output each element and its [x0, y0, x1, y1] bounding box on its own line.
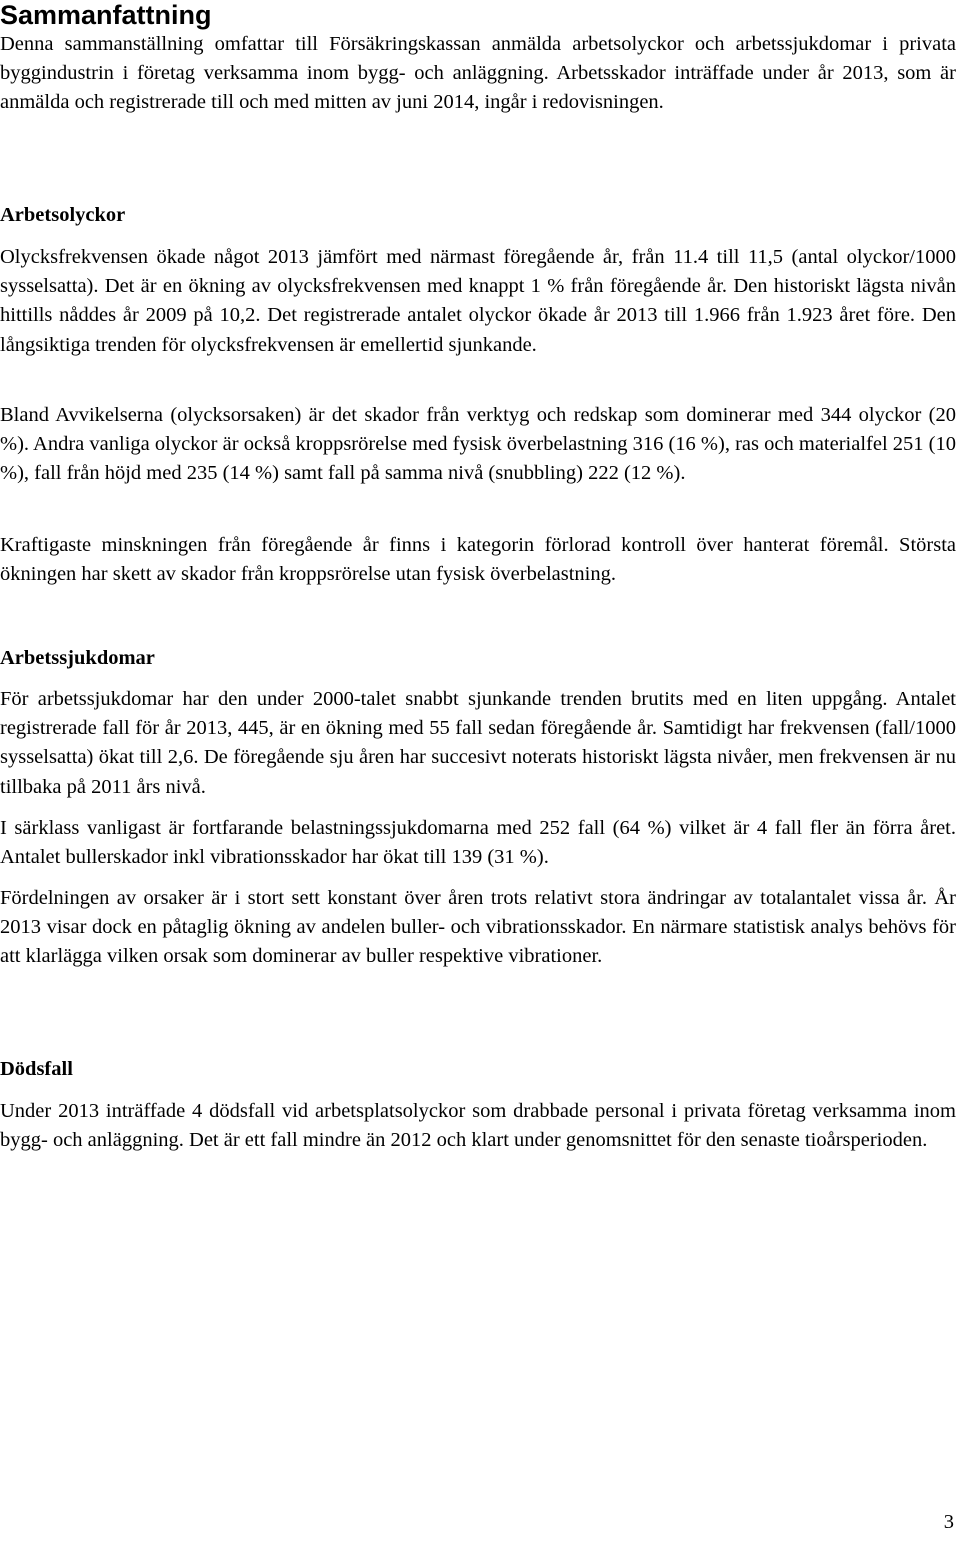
intro-paragraph: Denna sammanställning omfattar till Försäkringskassan anmälda arbetsolyckor och arbetssjukdomar i privata byggindustrin i företag verksamma inom bygg- och anläggning. Arbetsskador inträffade under år 2013, som är anmälda och registrerade till och med mitten av juni 2014, ingår i redovisningen.	[0, 33, 956, 114]
arbetssjukdomar-paragraph-3: Fördelningen av orsaker är i stort sett konstant över åren trots relativt stora ändringar av totalantalet vissa år. År 2013 visar dock en påtaglig ökning av andelen buller- och vibrationsskador. En närmare statistisk analys behövs för att klarlägga vilken orsak som dominerar av buller respektive vibrationer.	[0, 887, 956, 968]
arbetsolyckor-paragraph-3: Kraftigaste minskningen från föregående år finns i kategorin förlorad kontroll över hanterat föremål. Största ökningen har skett av skador från kroppsrörelse utan fysisk överbelastning.	[0, 534, 956, 586]
page-number: 3	[943, 1511, 954, 1533]
arbetssjukdomar-paragraph-1: För arbetssjukdomar har den under 2000-talet snabbt sjunkande trenden brutits med en liten uppgång. Antalet registrerade fall för år 2013, 445, är en ökning med 55 fall sedan föregående år. Samtidigt har frekvensen (fall/1000 sysselsatta) ökat till 2,6. De föregående sju åren har succesivt noterats historiskt lägsta nivåer, men frekvensen är nu tillbaka på 2011 års nivå.	[0, 688, 956, 798]
dodsfall-paragraph-1: Under 2013 inträffade 4 dödsfall vid arbetsplatsolyckor som drabbade personal i privata företag verksamma inom bygg- och anläggning. Det är ett fall mindre än 2012 och klart under genomsnittet för den senaste tioårsperioden.	[0, 1100, 956, 1152]
heading-dodsfall: Dödsfall	[0, 1058, 73, 1080]
heading-arbetsolyckor: Arbetsolyckor	[0, 204, 126, 226]
heading-arbetssjukdomar: Arbetssjukdomar	[0, 647, 155, 669]
arbetssjukdomar-paragraph-2: I särklass vanligast är fortfarande belastningssjukdomarna med 252 fall (64 %) vilket är 4 fall fler än förra året. Antalet bullerskador inkl vibrationsskador har ökat till 139 (31 %).	[0, 817, 956, 869]
page-title: Sammanfattning	[0, 0, 212, 30]
arbetsolyckor-paragraph-1: Olycksfrekvensen ökade något 2013 jämfört med närmast föregående år, från 11.4 till 11,5 (antal olyckor/1000 sysselsatta). Det är en ökning av olycksfrekvensen med knappt 1 % från föregående år. Den historiskt lägsta nivån hittills nåddes år 2009 på 10,2. Det registrerade antalet olyckor ökade år 2013 till 1.966 från 1.923 året före. Den långsiktiga trenden för olycksfrekvensen är emellertid sjunkande.	[0, 246, 956, 356]
arbetsolyckor-paragraph-2: Bland Avvikelserna (olycksorsaken) är det skador från verktyg och redskap som dominerar med 344 olyckor (20 %). Andra vanliga olyckor är också kroppsrörelse med fysisk överbelastning 316 (16 %), ras och materialfel 251 (10 %), fall från höjd med 235 (14 %) samt fall på samma nivå (snubbling) 222 (12 %).	[0, 404, 956, 485]
